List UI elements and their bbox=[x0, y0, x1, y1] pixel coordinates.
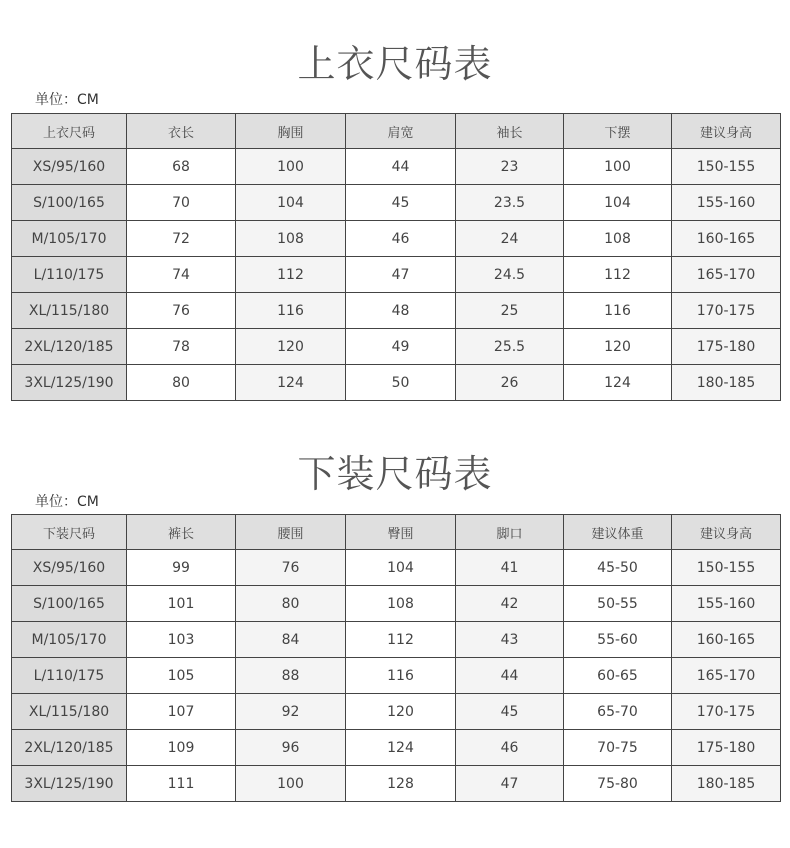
measurement-cell: 108 bbox=[236, 221, 346, 257]
measurement-cell: 44 bbox=[456, 658, 564, 694]
table-row bbox=[12, 694, 781, 730]
measurement-cell: 116 bbox=[564, 293, 672, 329]
column-header: 建议体重 bbox=[564, 515, 672, 550]
measurement-cell: 104 bbox=[236, 185, 346, 221]
measurement-cell: 109 bbox=[127, 730, 236, 766]
measurement-cell: 47 bbox=[456, 766, 564, 802]
measurement-cell: 70 bbox=[127, 185, 236, 221]
measurement-cell: 111 bbox=[127, 766, 236, 802]
table-row bbox=[12, 730, 781, 766]
size-cell: XL/115/180 bbox=[12, 694, 127, 730]
measurement-cell: 160-165 bbox=[672, 622, 781, 658]
measurement-cell: 170-175 bbox=[672, 694, 781, 730]
measurement-cell: 88 bbox=[236, 658, 346, 694]
measurement-cell: 180-185 bbox=[672, 766, 781, 802]
measurement-cell: 47 bbox=[346, 257, 456, 293]
measurement-cell: 42 bbox=[456, 586, 564, 622]
size-cell: XS/95/160 bbox=[12, 550, 127, 586]
measurement-cell: 43 bbox=[456, 622, 564, 658]
measurement-cell: 160-165 bbox=[672, 221, 781, 257]
measurement-cell: 68 bbox=[127, 149, 236, 185]
bottom-table-title: 下装尺码表 bbox=[297, 452, 493, 496]
measurement-cell: 175-180 bbox=[672, 329, 781, 365]
top-table-unit: 单位：CM bbox=[35, 92, 99, 108]
measurement-cell: 46 bbox=[346, 221, 456, 257]
table-header-row bbox=[12, 114, 781, 149]
measurement-cell: 24 bbox=[456, 221, 564, 257]
measurement-cell: 72 bbox=[127, 221, 236, 257]
measurement-cell: 23 bbox=[456, 149, 564, 185]
measurement-cell: 100 bbox=[236, 149, 346, 185]
measurement-cell: 155-160 bbox=[672, 185, 781, 221]
table-row bbox=[12, 658, 781, 694]
measurement-cell: 96 bbox=[236, 730, 346, 766]
measurement-cell: 116 bbox=[236, 293, 346, 329]
measurement-cell: 112 bbox=[564, 257, 672, 293]
size-cell: S/100/165 bbox=[12, 586, 127, 622]
measurement-cell: 92 bbox=[236, 694, 346, 730]
table-header-row bbox=[12, 515, 781, 550]
size-cell: M/105/170 bbox=[12, 622, 127, 658]
measurement-cell: 50-55 bbox=[564, 586, 672, 622]
measurement-cell: 170-175 bbox=[672, 293, 781, 329]
measurement-cell: 165-170 bbox=[672, 257, 781, 293]
size-cell: 2XL/120/185 bbox=[12, 329, 127, 365]
measurement-cell: 105 bbox=[127, 658, 236, 694]
measurement-cell: 55-60 bbox=[564, 622, 672, 658]
size-cell: S/100/165 bbox=[12, 185, 127, 221]
top-table-title: 上衣尺码表 bbox=[297, 42, 493, 86]
measurement-cell: 45-50 bbox=[564, 550, 672, 586]
measurement-cell: 23.5 bbox=[456, 185, 564, 221]
measurement-cell: 65-70 bbox=[564, 694, 672, 730]
measurement-cell: 99 bbox=[127, 550, 236, 586]
column-header: 衣长 bbox=[127, 114, 236, 149]
column-header: 上衣尺码 bbox=[12, 114, 127, 149]
size-cell: XL/115/180 bbox=[12, 293, 127, 329]
measurement-cell: 46 bbox=[456, 730, 564, 766]
measurement-cell: 155-160 bbox=[672, 586, 781, 622]
measurement-cell: 101 bbox=[127, 586, 236, 622]
size-cell: XS/95/160 bbox=[12, 149, 127, 185]
measurement-cell: 60-65 bbox=[564, 658, 672, 694]
size-cell: 3XL/125/190 bbox=[12, 766, 127, 802]
table-row bbox=[12, 257, 781, 293]
column-header: 裤长 bbox=[127, 515, 236, 550]
measurement-cell: 75-80 bbox=[564, 766, 672, 802]
measurement-cell: 100 bbox=[236, 766, 346, 802]
measurement-cell: 78 bbox=[127, 329, 236, 365]
measurement-cell: 49 bbox=[346, 329, 456, 365]
measurement-cell: 26 bbox=[456, 365, 564, 401]
table-row bbox=[12, 622, 781, 658]
top-size-table bbox=[11, 113, 781, 401]
column-header: 胸围 bbox=[236, 114, 346, 149]
table-row bbox=[12, 329, 781, 365]
table-row bbox=[12, 221, 781, 257]
measurement-cell: 45 bbox=[346, 185, 456, 221]
size-cell: L/110/175 bbox=[12, 658, 127, 694]
column-header: 袖长 bbox=[456, 114, 564, 149]
table-row bbox=[12, 185, 781, 221]
measurement-cell: 150-155 bbox=[672, 550, 781, 586]
measurement-cell: 41 bbox=[456, 550, 564, 586]
measurement-cell: 108 bbox=[564, 221, 672, 257]
measurement-cell: 128 bbox=[346, 766, 456, 802]
column-header: 肩宽 bbox=[346, 114, 456, 149]
measurement-cell: 120 bbox=[236, 329, 346, 365]
column-header: 下摆 bbox=[564, 114, 672, 149]
measurement-cell: 50 bbox=[346, 365, 456, 401]
measurement-cell: 45 bbox=[456, 694, 564, 730]
size-cell: 3XL/125/190 bbox=[12, 365, 127, 401]
table-row bbox=[12, 149, 781, 185]
measurement-cell: 116 bbox=[346, 658, 456, 694]
measurement-cell: 112 bbox=[236, 257, 346, 293]
measurement-cell: 112 bbox=[346, 622, 456, 658]
column-header: 臀围 bbox=[346, 515, 456, 550]
measurement-cell: 108 bbox=[346, 586, 456, 622]
measurement-cell: 124 bbox=[346, 730, 456, 766]
table-row bbox=[12, 550, 781, 586]
bottom-table-unit: 单位：CM bbox=[35, 494, 99, 510]
measurement-cell: 25 bbox=[456, 293, 564, 329]
measurement-cell: 165-170 bbox=[672, 658, 781, 694]
measurement-cell: 80 bbox=[236, 586, 346, 622]
measurement-cell: 84 bbox=[236, 622, 346, 658]
measurement-cell: 80 bbox=[127, 365, 236, 401]
measurement-cell: 76 bbox=[127, 293, 236, 329]
measurement-cell: 44 bbox=[346, 149, 456, 185]
table-row bbox=[12, 766, 781, 802]
measurement-cell: 74 bbox=[127, 257, 236, 293]
measurement-cell: 76 bbox=[236, 550, 346, 586]
measurement-cell: 24.5 bbox=[456, 257, 564, 293]
column-header: 建议身高 bbox=[672, 515, 781, 550]
measurement-cell: 100 bbox=[564, 149, 672, 185]
column-header: 下装尺码 bbox=[12, 515, 127, 550]
table-row bbox=[12, 293, 781, 329]
measurement-cell: 104 bbox=[564, 185, 672, 221]
measurement-cell: 104 bbox=[346, 550, 456, 586]
measurement-cell: 120 bbox=[346, 694, 456, 730]
measurement-cell: 124 bbox=[564, 365, 672, 401]
measurement-cell: 175-180 bbox=[672, 730, 781, 766]
measurement-cell: 25.5 bbox=[456, 329, 564, 365]
table-row bbox=[12, 586, 781, 622]
measurement-cell: 107 bbox=[127, 694, 236, 730]
measurement-cell: 48 bbox=[346, 293, 456, 329]
measurement-cell: 124 bbox=[236, 365, 346, 401]
size-cell: M/105/170 bbox=[12, 221, 127, 257]
table-row bbox=[12, 365, 781, 401]
size-cell: L/110/175 bbox=[12, 257, 127, 293]
measurement-cell: 103 bbox=[127, 622, 236, 658]
size-cell: 2XL/120/185 bbox=[12, 730, 127, 766]
measurement-cell: 120 bbox=[564, 329, 672, 365]
measurement-cell: 180-185 bbox=[672, 365, 781, 401]
measurement-cell: 70-75 bbox=[564, 730, 672, 766]
column-header: 脚口 bbox=[456, 515, 564, 550]
measurement-cell: 150-155 bbox=[672, 149, 781, 185]
column-header: 腰围 bbox=[236, 515, 346, 550]
column-header: 建议身高 bbox=[672, 114, 781, 149]
bottom-size-table bbox=[11, 514, 781, 802]
